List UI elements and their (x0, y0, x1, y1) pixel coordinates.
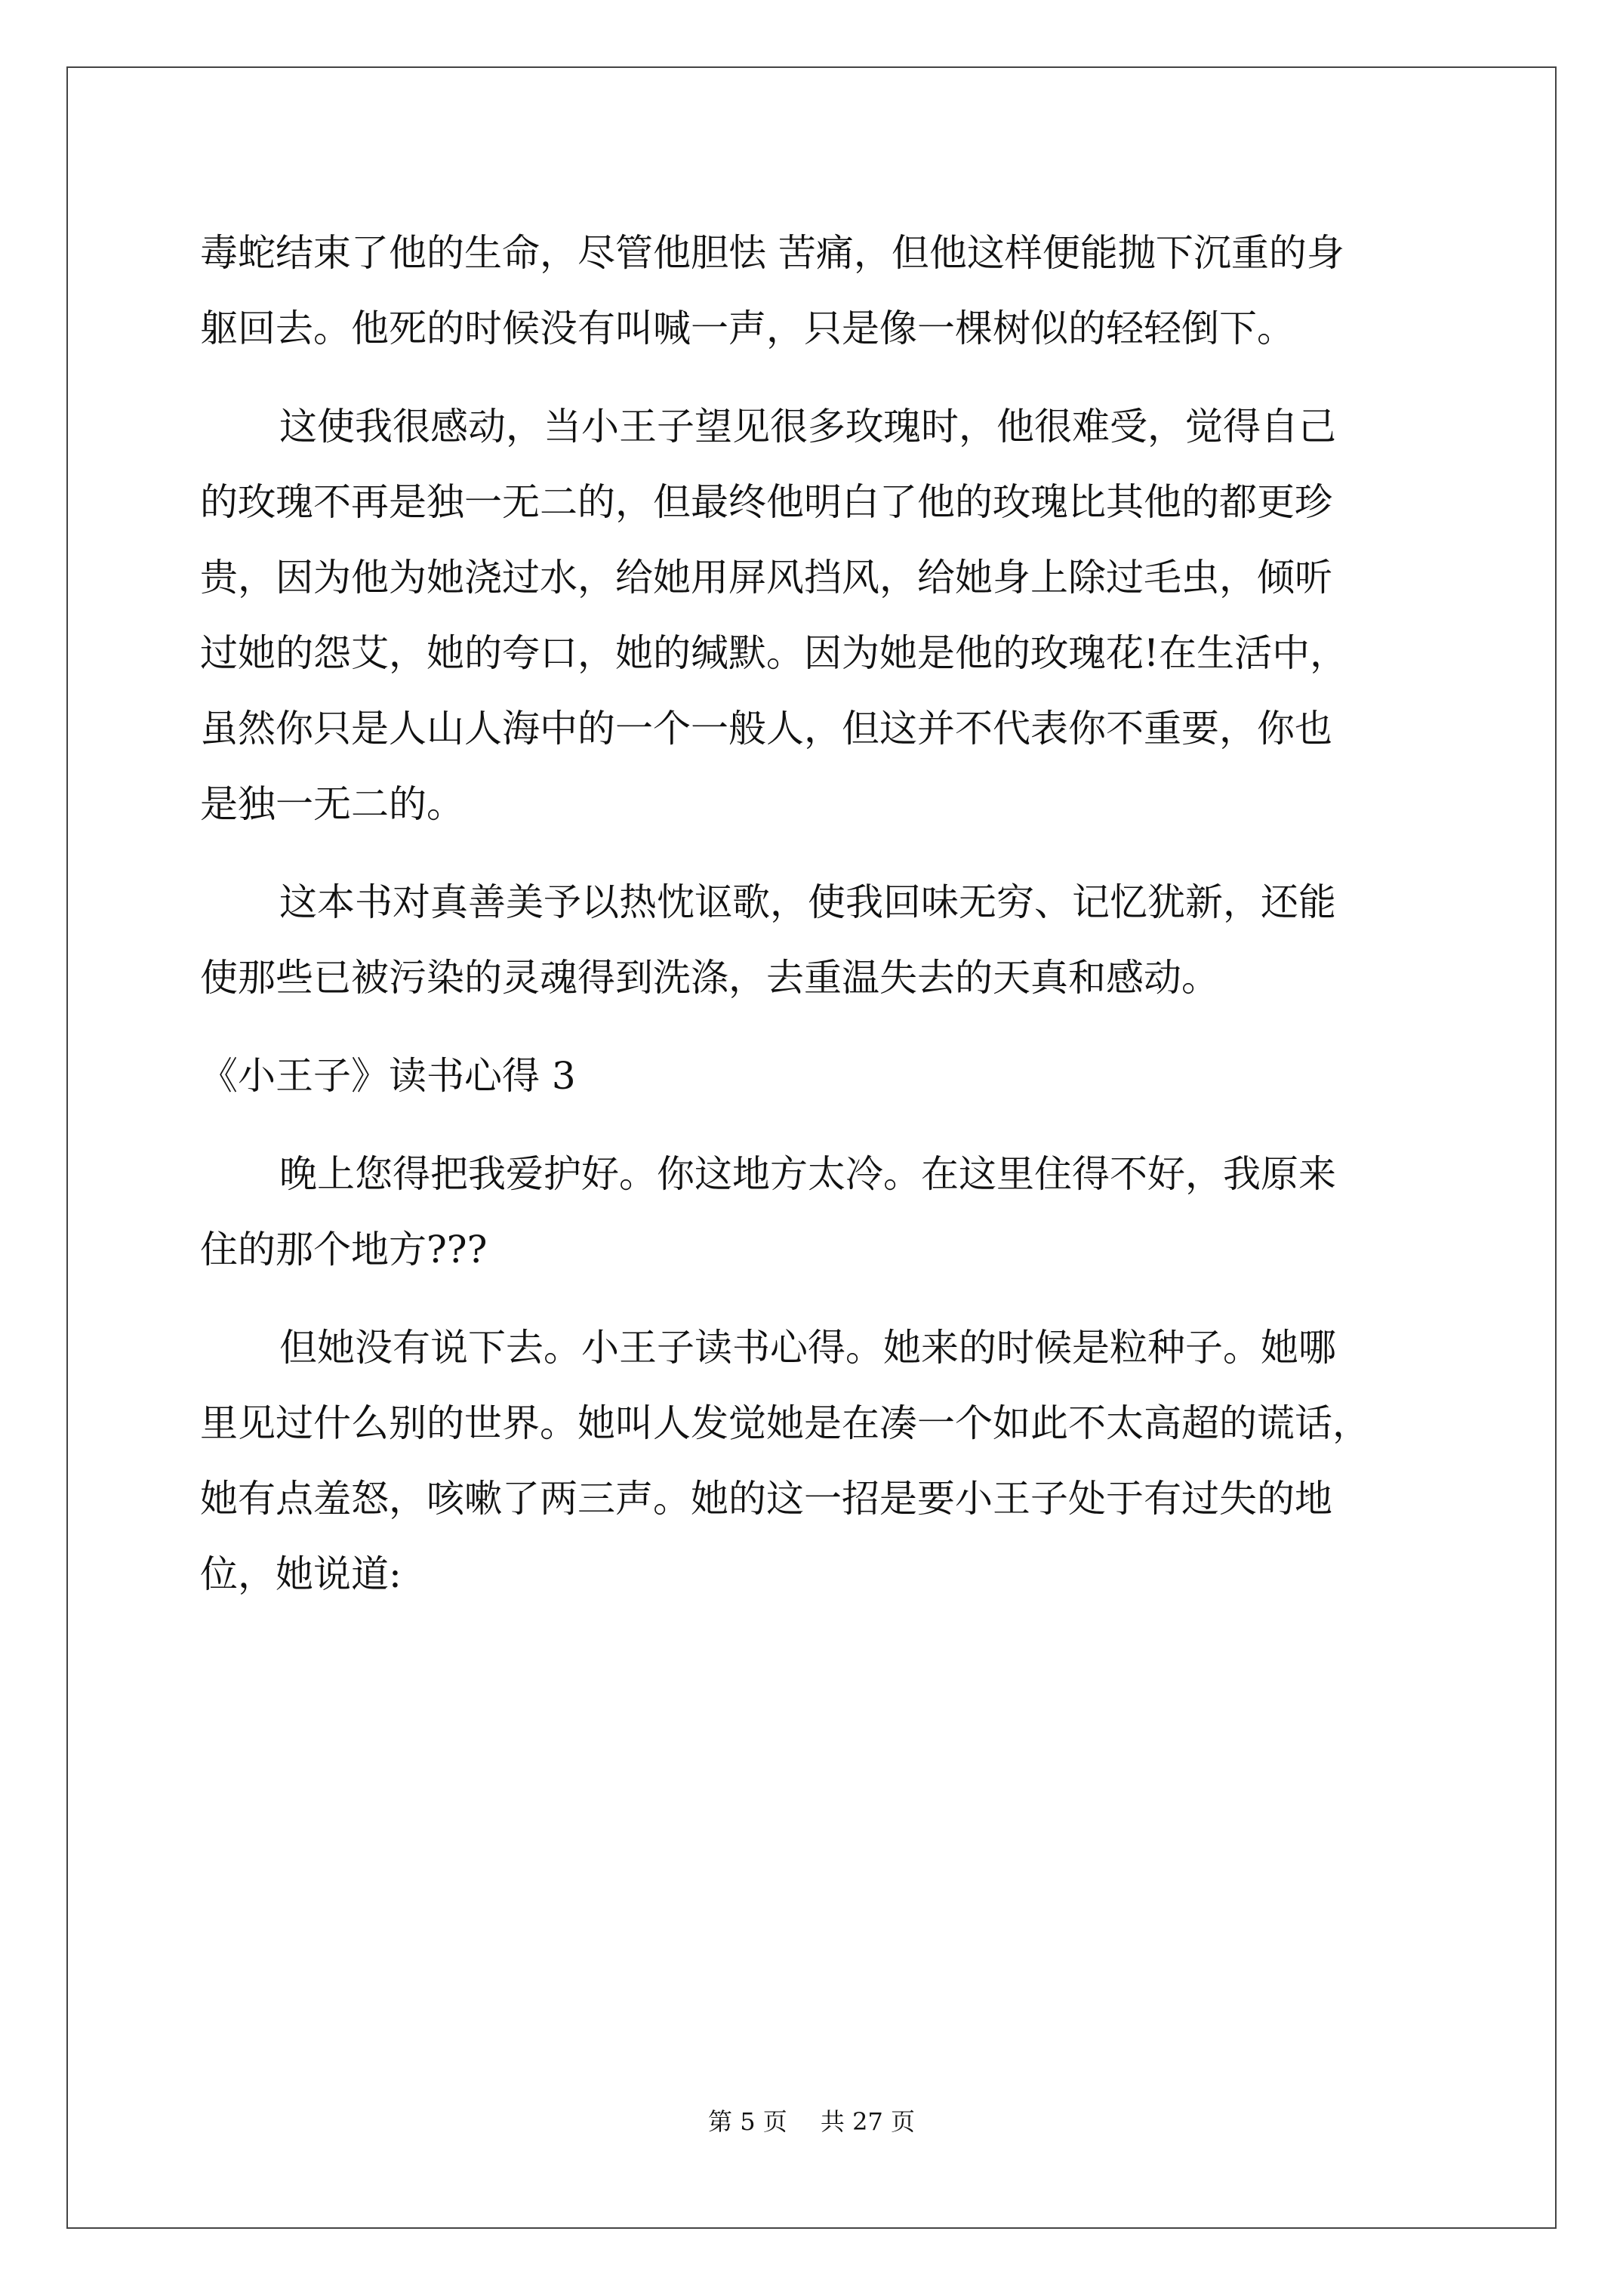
text-line: 这本书对真善美予以热忱讴歌，使我回味无穷、记忆犹新，还能 (279, 880, 1336, 924)
page-footer (0, 2106, 1623, 2137)
text-line: 是独一无二的。 (200, 782, 464, 826)
text-line: 贵，因为他为她浇过水，给她用屏风挡风，给她身上除过毛虫，倾听 (200, 556, 1332, 599)
paragraph-1 (200, 215, 1438, 366)
text-line: 她有点羞怒，咳嗽了两三声。她的这一招是要小王子处于有过失的地 (200, 1477, 1332, 1521)
paragraph-2 (200, 389, 1438, 842)
text-line: 过她的怨艾，她的夸口，她的缄默。因为她是他的玫瑰花!在生活中， (200, 631, 1348, 675)
text-line: 这使我很感动，当小王子望见很多玫瑰时，他很难受，觉得自己 (279, 405, 1336, 448)
text-line: 住的那个地方??? (200, 1228, 488, 1271)
text-line: 使那些已被污染的灵魂得到洗涤，去重温失去的天真和感动。 (200, 956, 1219, 1000)
heading-text: 《小王子》读书心得 3 (200, 1054, 576, 1098)
page-total: 共 27 页 (820, 2107, 915, 2136)
text-line: 的玫瑰不再是独一无二的，但最终他明白了他的玫瑰比其他的都更珍 (200, 480, 1332, 524)
document-body (200, 215, 1438, 1635)
paragraph-3 (200, 864, 1438, 1015)
text-line: 位，她说道: (200, 1552, 402, 1596)
text-line: 里见过什么别的世界。她叫人发觉她是在凑一个如此不太高超的谎话， (200, 1401, 1370, 1445)
text-line: 虽然你只是人山人海中的一个一般人，但这并不代表你不重要，你也 (200, 707, 1332, 750)
text-line: 毒蛇结束了他的生命，尽管他胆怯 苦痛，但他这样便能抛下沉重的身 (200, 231, 1344, 275)
paragraph-5 (200, 1310, 1438, 1612)
text-line: 躯回去。他死的时候没有叫喊一声，只是像一棵树似的轻轻倒下。 (200, 307, 1295, 350)
text-line: 但她没有说下去。小王子读书心得。她来的时候是粒种子。她哪 (279, 1326, 1336, 1370)
text-line: 晚上您得把我爱护好。你这地方太冷。在这里住得不好，我原来 (279, 1152, 1336, 1196)
section-heading (200, 1038, 1438, 1114)
page-number: 第 5 页 (708, 2107, 787, 2136)
paragraph-4 (200, 1136, 1438, 1287)
